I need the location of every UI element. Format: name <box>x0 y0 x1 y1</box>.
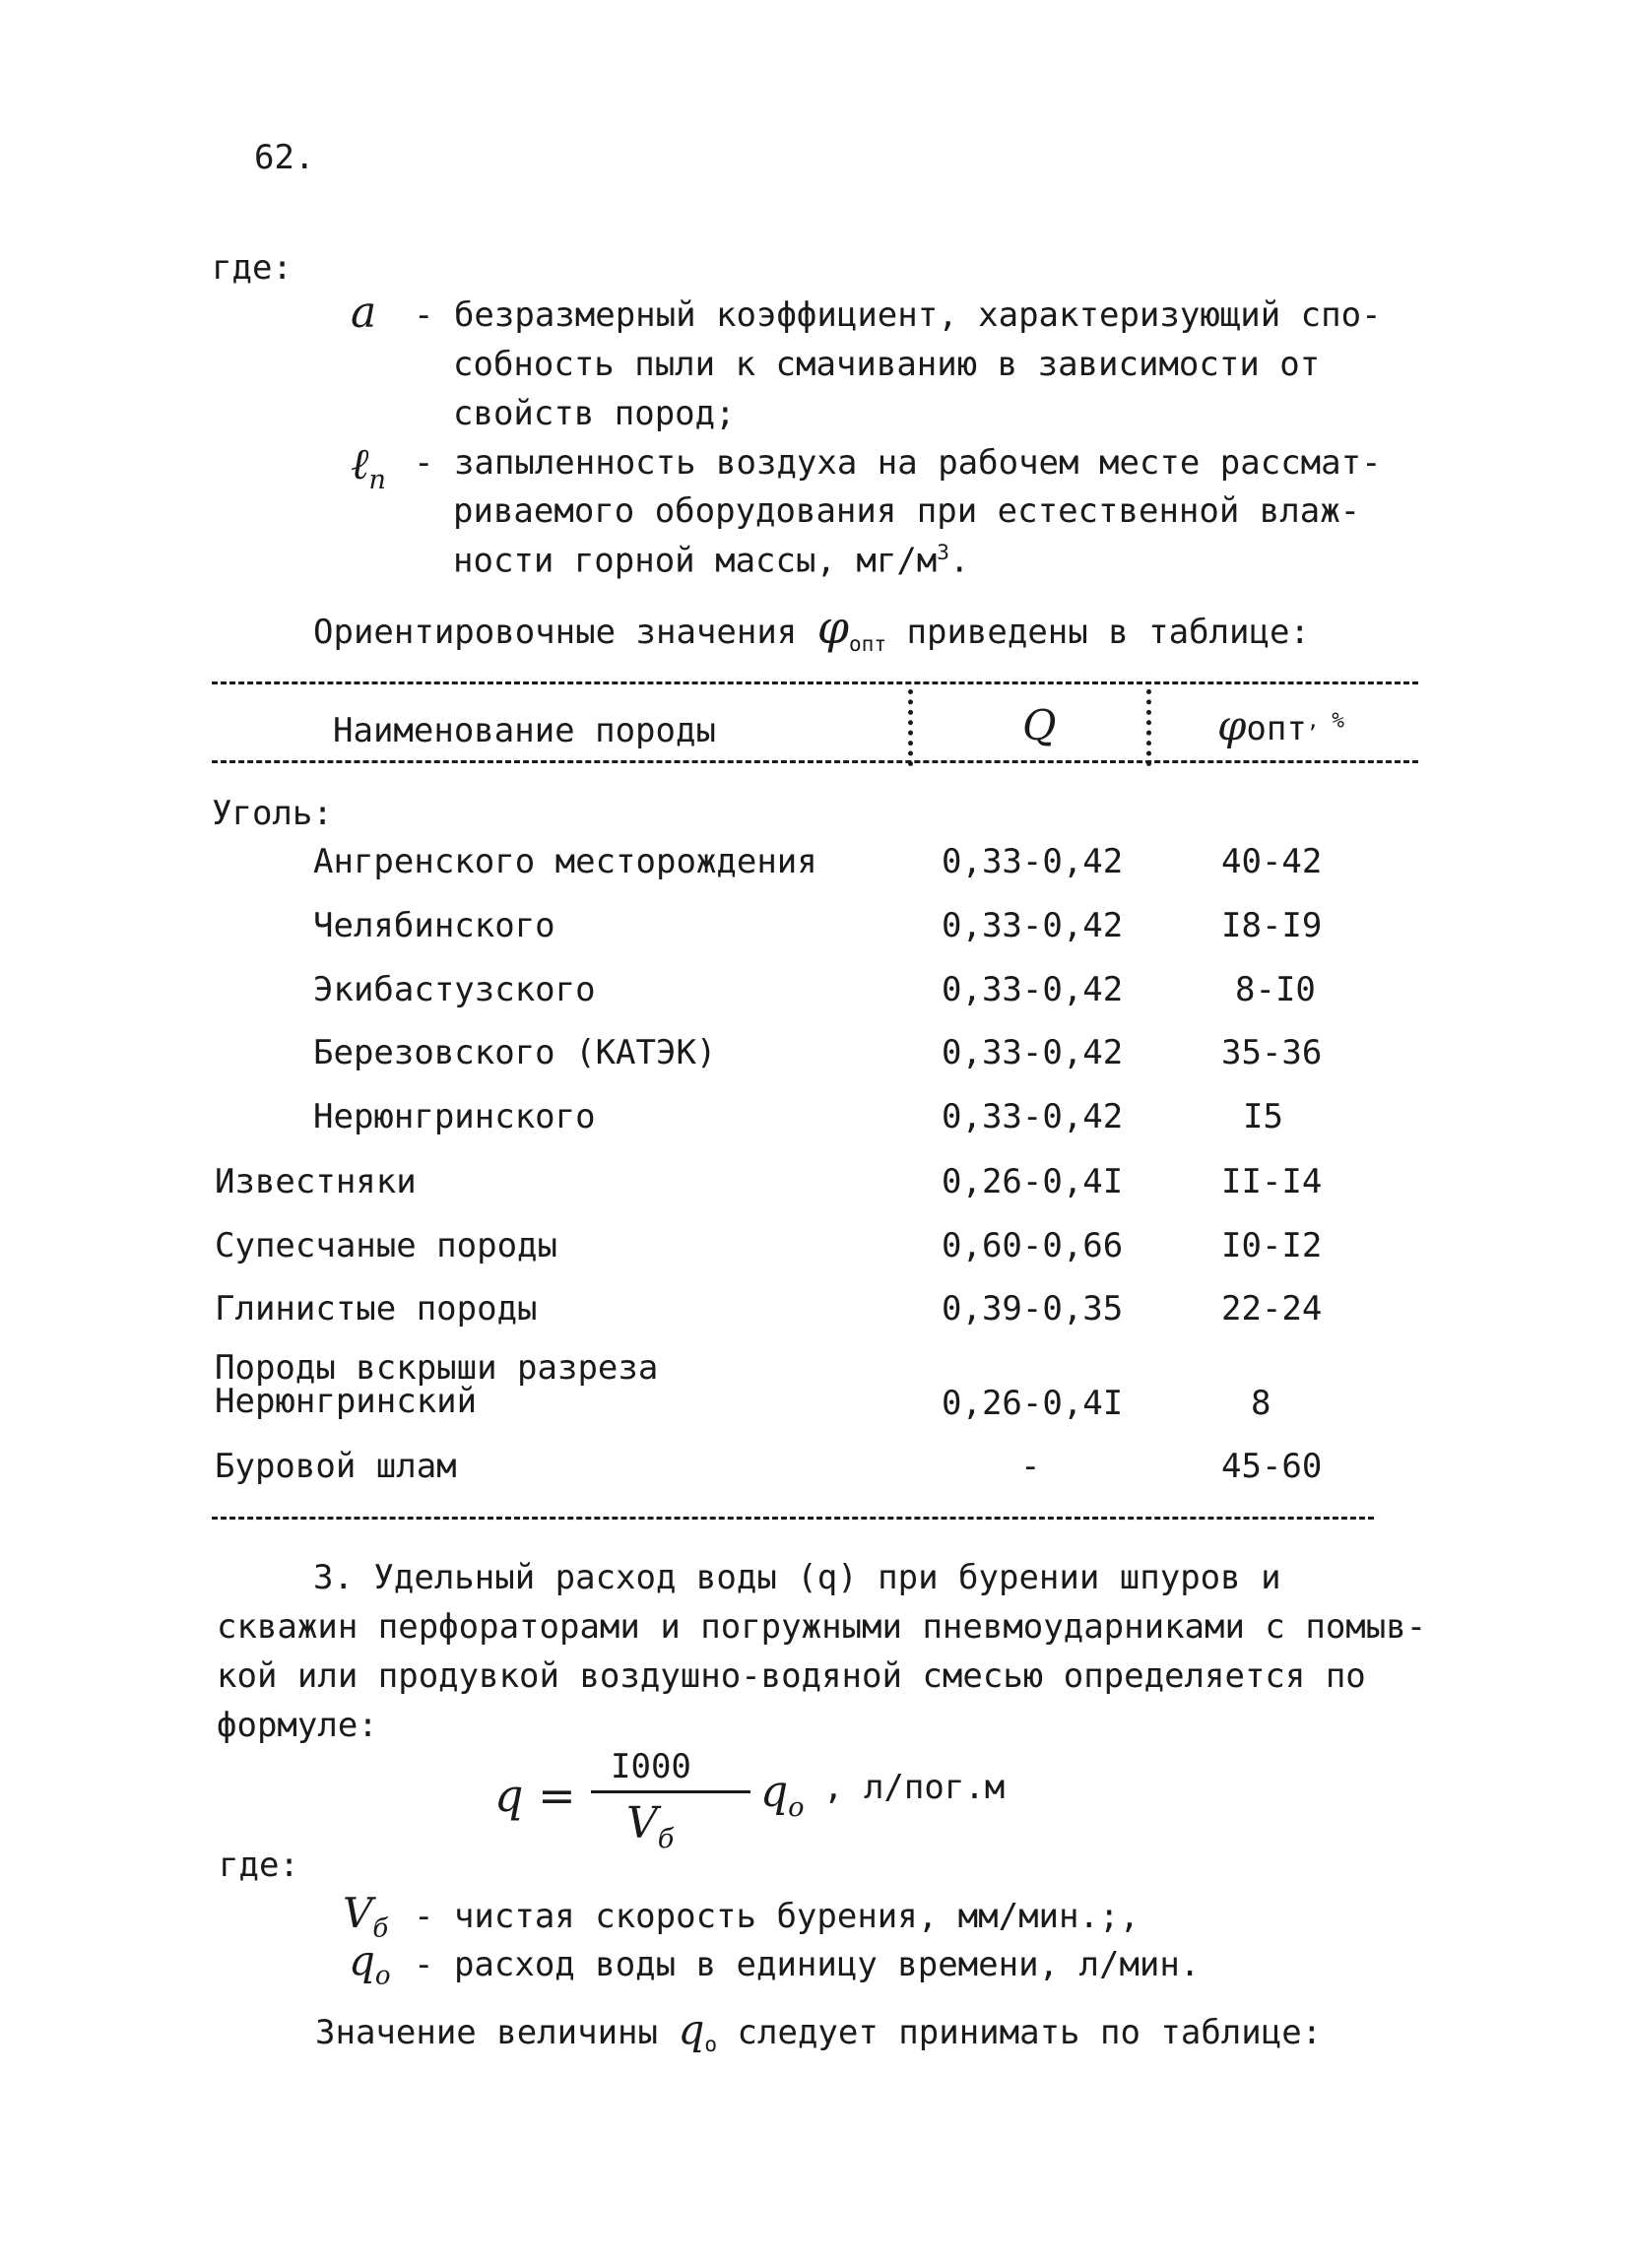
row-a: 0,33-0,42 <box>942 970 1124 1009</box>
para3-line3: кой или продувкой воздушно-водяной смесью определяется по <box>217 1656 1366 1696</box>
para3-line2: скважин перфораторами и погружными пневмоударниками с помыв- <box>217 1607 1427 1647</box>
row-a: 0,33-0,42 <box>942 1097 1124 1136</box>
row-name: Глинистые породы <box>215 1289 538 1328</box>
page-number: 62. <box>254 138 315 177</box>
row-a: 0,33-0,42 <box>942 906 1124 945</box>
row-a: 0,39-0,35 <box>942 1289 1124 1328</box>
row-a: 0,33-0,42 <box>942 842 1124 881</box>
symbol-a: a <box>351 288 377 338</box>
para3-line4: формуле: <box>217 1706 378 1745</box>
para3-line1: 3. Удельный расход воды (q) при бурении шпуров и <box>313 1558 1281 1597</box>
final-line: Значение величины $q_o$ следует принимать по таблице: <box>315 2005 1323 2056</box>
formula-denominator: $V_б$ <box>626 1798 675 1854</box>
row-name: Березовского (КАТЭК) <box>313 1033 717 1072</box>
symbol-ln: ℓ$_п$ <box>351 439 386 495</box>
row-name: Экибастузского <box>313 970 596 1009</box>
formula-numerator: I000 <box>611 1747 691 1786</box>
row-name: Буровой шлам <box>215 1447 457 1486</box>
where-label-2: где: <box>219 1846 299 1885</box>
table-top-rule <box>212 681 1418 684</box>
col-header-name: Наименование породы <box>333 711 716 750</box>
col-header-phi: φопт, % <box>1217 701 1344 749</box>
def-qo: - расход воды в единицу времени, л/мин. <box>414 1945 1201 1984</box>
table-bottom-rule <box>212 1517 1374 1520</box>
symbol-vb: $V_б$ <box>343 1889 389 1944</box>
formula-factor: $q_o$ <box>760 1767 805 1823</box>
table-group-label: Уголь: <box>212 794 333 833</box>
row-phi: 35-36 <box>1221 1033 1323 1072</box>
symbol-qo: $q_o$ <box>349 1936 391 1991</box>
formula-unit: , л/пог.м <box>823 1768 1006 1807</box>
def-ln-line2: риваемого оборудования при естественной влаж- <box>453 491 1361 531</box>
row-a: 0,60-0,66 <box>942 1226 1124 1265</box>
table-header-rule <box>212 760 1418 763</box>
row-a: 0,26-0,4I <box>942 1384 1124 1423</box>
row-name: Нерюнгринского <box>313 1097 596 1136</box>
formula-lhs: q = <box>494 1769 576 1822</box>
row-phi: 40-42 <box>1221 842 1323 881</box>
def-a-line2: собность пыли к смачиванию в зависимости от <box>453 345 1321 384</box>
row-a: 0,26-0,4I <box>942 1162 1124 1201</box>
where-label: где: <box>212 248 293 288</box>
row-name: Супесчаные породы <box>215 1226 557 1265</box>
row-name: Известняки <box>215 1162 417 1201</box>
def-ln-line1: - запыленность воздуха на рабочем месте рассмат- <box>414 443 1382 483</box>
col-divider-1 <box>908 689 913 766</box>
col-divider-2 <box>1146 689 1151 766</box>
fraction-bar <box>591 1790 750 1793</box>
table-intro: Ориентировочные значения $\varphi_{опт}$ приведены в таблице: <box>313 601 1310 656</box>
row-a: 0,33-0,42 <box>942 1033 1124 1072</box>
row-phi: 8-I0 <box>1235 970 1316 1009</box>
row-phi: I5 <box>1243 1097 1283 1136</box>
def-a-line3: свойств пород; <box>453 394 736 433</box>
row-phi: I0-I2 <box>1221 1226 1323 1265</box>
row-name: Челябинского <box>313 906 555 945</box>
row-name: Ангренского месторождения <box>313 842 817 881</box>
def-vb: - чистая скорость бурения, мм/мин.;, <box>414 1897 1140 1936</box>
row-a: - <box>1020 1447 1041 1486</box>
def-a-line1: - безразмерный коэффициент, характеризующий спо- <box>414 295 1382 335</box>
def-ln-line3: ности горной массы, $мг/м^3$. <box>453 540 970 581</box>
row-phi: II-I4 <box>1221 1162 1323 1201</box>
row-name: Породы вскрыши разреза Нерюнгринский <box>215 1348 659 1421</box>
row-phi: 22-24 <box>1221 1289 1323 1328</box>
row-phi: 45-60 <box>1221 1447 1323 1486</box>
row-phi: 8 <box>1251 1384 1271 1423</box>
col-header-a: Q <box>1022 701 1057 749</box>
row-phi: I8-I9 <box>1221 906 1323 945</box>
